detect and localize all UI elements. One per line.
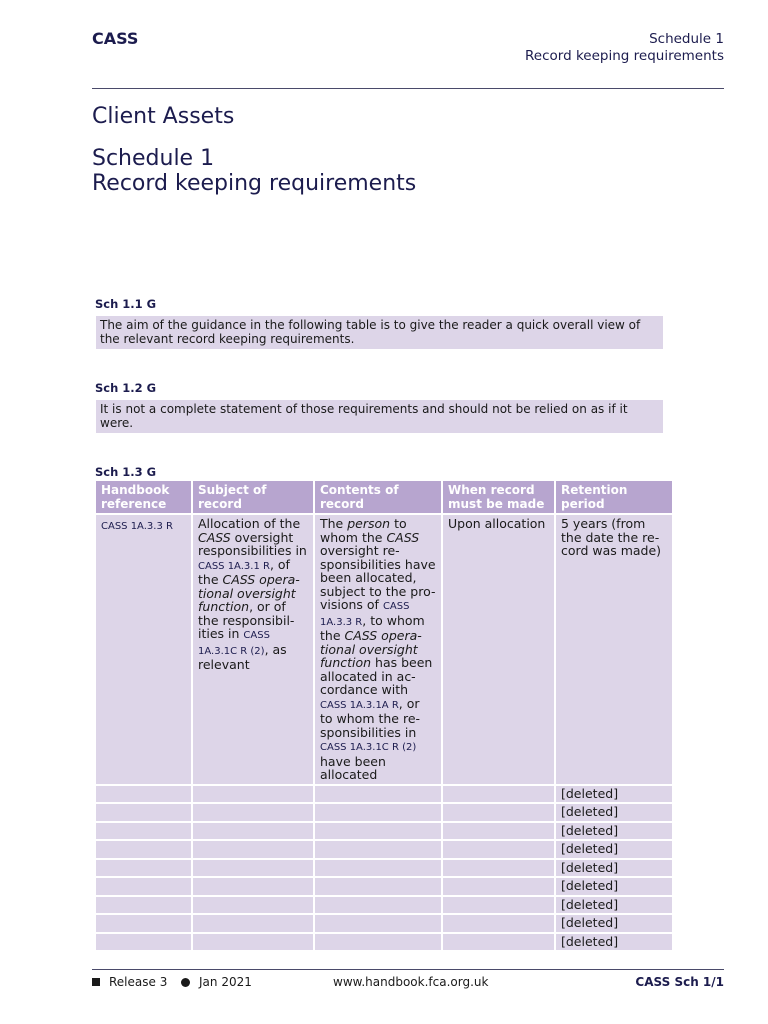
- table-row: [96, 878, 672, 895]
- footer-divider: [92, 969, 724, 970]
- retention-cell: [deleted]: [556, 915, 672, 932]
- date-label: Jan 2021: [199, 975, 252, 989]
- empty-cell: [315, 915, 441, 932]
- column-header: When record must be made: [443, 481, 554, 513]
- page-number: CASS Sch 1/1: [635, 975, 724, 989]
- table-row: [96, 860, 672, 877]
- empty-cell: [193, 897, 313, 914]
- cell-text: to whom the: [320, 516, 407, 545]
- cell-text: oversight re-sponsibilities have been allocated, subject to the pro-visions of: [320, 543, 436, 612]
- empty-cell: [315, 786, 441, 803]
- column-header: Contents of record: [315, 481, 441, 513]
- footer-url[interactable]: www.handbook.fca.org.uk: [333, 975, 489, 989]
- empty-cell: [443, 878, 554, 895]
- empty-cell: [315, 934, 441, 951]
- paragraph-label: Sch 1.3 G: [95, 465, 157, 479]
- running-header-section: [525, 31, 724, 65]
- contents-cell: [315, 515, 441, 784]
- header-divider: [92, 88, 724, 89]
- retention-cell: [deleted]: [556, 897, 672, 914]
- empty-cell: [96, 841, 191, 858]
- handbook-reference-cell: [96, 515, 191, 784]
- table-row: [96, 804, 672, 821]
- defined-term[interactable]: CASS opera-tional oversight function: [198, 572, 300, 614]
- empty-cell: [443, 841, 554, 858]
- table-row: [96, 841, 672, 858]
- release-label: Release 3: [109, 975, 168, 989]
- empty-cell: [193, 878, 313, 895]
- column-header: Retention period: [556, 481, 672, 513]
- table-row: [96, 934, 672, 951]
- defined-term[interactable]: person: [347, 516, 391, 531]
- cross-reference-link[interactable]: CASS 1A.3.1C R (2): [320, 742, 417, 753]
- cross-reference-link[interactable]: CASS 1A.3.1A R: [320, 699, 399, 711]
- cross-reference-link[interactable]: CASS 1A.3.3 R: [101, 521, 173, 532]
- column-header: Subject of record: [193, 481, 313, 513]
- paragraph-label: Sch 1.2 G: [95, 381, 157, 395]
- paragraph-label: Sch 1.1 G: [95, 297, 157, 311]
- retention-cell: [deleted]: [556, 860, 672, 877]
- retention-cell: [deleted]: [556, 786, 672, 803]
- retention-cell: [deleted]: [556, 934, 672, 951]
- running-header-schedule: Schedule 1: [649, 31, 724, 47]
- empty-cell: [96, 878, 191, 895]
- schedule-title: Record keeping requirements: [92, 171, 417, 196]
- cell-text: , or of the responsibil-ities in: [198, 599, 295, 641]
- empty-cell: [315, 804, 441, 821]
- cell-text: oversight responsibilities in: [198, 529, 307, 558]
- empty-cell: [193, 786, 313, 803]
- retention-cell: [deleted]: [556, 841, 672, 858]
- empty-cell: [315, 860, 441, 877]
- empty-cell: [96, 915, 191, 932]
- empty-cell: [193, 804, 313, 821]
- empty-cell: [443, 860, 554, 877]
- empty-cell: [315, 897, 441, 914]
- cross-reference-link[interactable]: CASS 1A.3.1C R (2): [198, 630, 270, 657]
- running-header-title: Record keeping requirements: [525, 48, 724, 64]
- empty-cell: [443, 934, 554, 951]
- empty-cell: [443, 786, 554, 803]
- empty-cell: [193, 934, 313, 951]
- circle-bullet-icon: [181, 978, 190, 987]
- table-row: [96, 823, 672, 840]
- table-row: [96, 915, 672, 932]
- empty-cell: [193, 860, 313, 877]
- footer-date: [181, 975, 252, 989]
- when-made-cell: Upon allocation: [443, 515, 554, 784]
- empty-cell: [193, 841, 313, 858]
- defined-term[interactable]: CASS: [198, 529, 231, 545]
- empty-cell: [96, 897, 191, 914]
- empty-cell: [193, 823, 313, 840]
- schedule-heading: [92, 146, 416, 196]
- square-bullet-icon: [92, 978, 100, 986]
- cell-text: , as relevant: [198, 641, 287, 672]
- empty-cell: [193, 915, 313, 932]
- table-row: [96, 786, 672, 803]
- defined-term[interactable]: CASS opera-tional oversight function: [320, 628, 422, 670]
- column-header: Handbook reference: [96, 481, 191, 513]
- retention-cell: 5 years (from the date the re-cord was made): [556, 515, 672, 784]
- retention-cell: [deleted]: [556, 878, 672, 895]
- empty-cell: [315, 841, 441, 858]
- table-header-row: [96, 481, 672, 513]
- cross-reference-link[interactable]: CASS 1A.3.1 R: [198, 560, 270, 572]
- empty-cell: [96, 786, 191, 803]
- table-row: [96, 897, 672, 914]
- empty-cell: [443, 804, 554, 821]
- retention-cell: [deleted]: [556, 804, 672, 821]
- empty-cell: [96, 860, 191, 877]
- cell-text: have been allocated: [320, 753, 386, 782]
- cell-text: , of the: [198, 556, 290, 587]
- guidance-text: It is not a complete statement of those requirements and should not be relied on as if it were.: [96, 400, 663, 433]
- guidance-text: The aim of the guidance in the following table is to give the reader a quick overall view of the relevant record keeping requirements.: [96, 316, 663, 349]
- cell-text: , or to whom the re-sponsibilities in: [320, 695, 421, 740]
- cross-reference-link[interactable]: CASS 1A.3.3 R: [320, 601, 410, 628]
- defined-term[interactable]: CASS: [386, 529, 420, 545]
- retention-cell: [deleted]: [556, 823, 672, 840]
- empty-cell: [443, 823, 554, 840]
- page-title: Client Assets: [92, 104, 235, 129]
- empty-cell: [96, 934, 191, 951]
- table-row: [96, 515, 672, 784]
- empty-cell: [315, 878, 441, 895]
- empty-cell: [96, 804, 191, 821]
- empty-cell: [443, 897, 554, 914]
- schedule-number: Schedule 1: [92, 146, 215, 171]
- running-header-module: CASS: [92, 29, 139, 48]
- cell-text: Allocation of the: [198, 516, 301, 531]
- empty-cell: [315, 823, 441, 840]
- empty-cell: [96, 823, 191, 840]
- cell-text: The: [320, 516, 348, 531]
- footer-release: [92, 975, 167, 989]
- record-keeping-table: [94, 479, 674, 952]
- cell-text: has been allocated in ac-cordance with: [320, 655, 433, 697]
- empty-cell: [443, 915, 554, 932]
- subject-cell: [193, 515, 313, 784]
- cell-text: , to whom the: [320, 612, 425, 643]
